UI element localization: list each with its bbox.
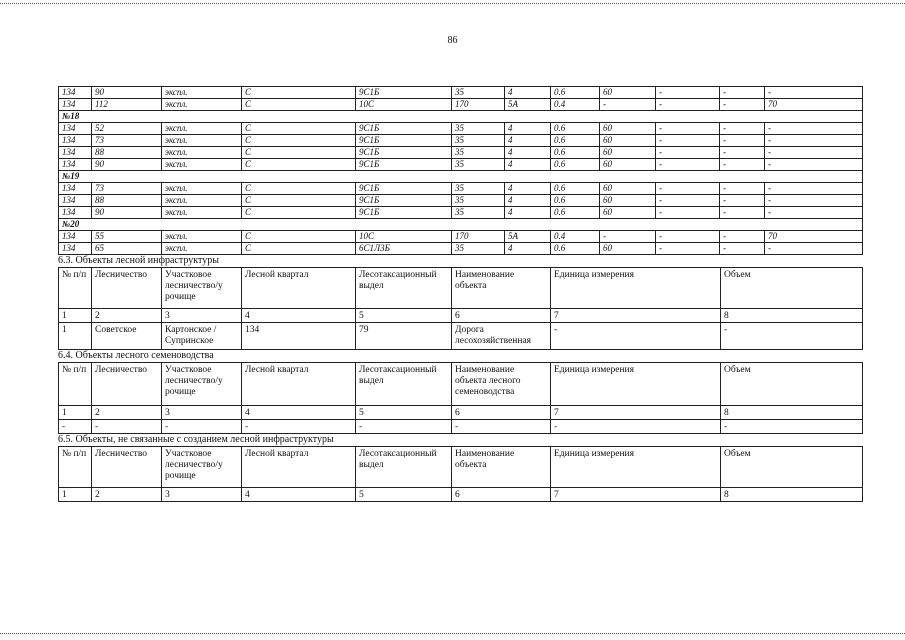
table-cell: С [242, 159, 356, 171]
header-row [59, 447, 863, 488]
table-cell: экспл. [162, 147, 242, 159]
table-cell: 0.4 [551, 99, 600, 111]
table-cell: - [162, 420, 242, 434]
table-cell: - [720, 135, 765, 147]
infrastructure-table [58, 446, 863, 502]
table-cell: - [720, 207, 765, 219]
table-cell: - [656, 123, 720, 135]
table-cell: 60 [600, 243, 656, 255]
table-cell: 0.6 [551, 87, 600, 99]
table-cell: 0.6 [551, 195, 600, 207]
taxation-table-body [59, 87, 863, 255]
column-number-cell: 6 [452, 309, 551, 323]
column-number-cell: 3 [162, 488, 242, 502]
table-cell: 35 [452, 207, 505, 219]
table-cell: 35 [452, 87, 505, 99]
table-cell: - [356, 420, 452, 434]
header-cell: Лесничество [92, 268, 162, 309]
column-number-cell: 7 [551, 488, 721, 502]
table-cell: 35 [452, 135, 505, 147]
table-cell: 10С [356, 99, 452, 111]
table-cell: 0.6 [551, 123, 600, 135]
section-title: 6.4. Объекты лесного семеноводства [58, 350, 214, 361]
table-cell: экспл. [162, 159, 242, 171]
table-cell: 90 [92, 207, 162, 219]
table-cell: - [765, 147, 863, 159]
column-number-cell: 8 [721, 406, 863, 420]
table-cell: 134 [59, 87, 92, 99]
table-cell: 35 [452, 195, 505, 207]
column-number-cell: 4 [242, 406, 356, 420]
header-cell: № п/п [59, 447, 92, 488]
table-cell: экспл. [162, 87, 242, 99]
table-cell: 60 [600, 147, 656, 159]
table-cell: 4 [505, 183, 551, 195]
header-cell: Лесной квартал [242, 363, 356, 406]
table-cell: - [765, 207, 863, 219]
table-cell: - [765, 87, 863, 99]
header-cell: Единица измерения [551, 447, 721, 488]
group-label: №20 [59, 219, 863, 231]
group-label: №19 [59, 171, 863, 183]
table-cell: 35 [452, 159, 505, 171]
group-label: №18 [59, 111, 863, 123]
column-number-cell: 2 [92, 488, 162, 502]
table-cell: - [765, 159, 863, 171]
table-cell: 55 [92, 231, 162, 243]
table-row [59, 99, 863, 111]
page-number: 86 [447, 35, 458, 46]
table-cell: 134 [59, 135, 92, 147]
column-number-cell: 1 [59, 406, 92, 420]
table-cell: 5А [505, 99, 551, 111]
column-number-cell: 2 [92, 309, 162, 323]
table-cell: 79 [356, 323, 452, 350]
table-cell: - [656, 87, 720, 99]
table-cell: 60 [600, 123, 656, 135]
table-cell: 60 [600, 135, 656, 147]
table-cell: 70 [765, 231, 863, 243]
document-body [58, 86, 862, 502]
table-cell: 4 [505, 135, 551, 147]
table-cell: экспл. [162, 99, 242, 111]
table-cell: - [721, 323, 863, 350]
table-cell: экспл. [162, 207, 242, 219]
table-cell: - [721, 420, 863, 434]
section-title: 6.3. Объекты лесной инфраструктуры [58, 255, 219, 266]
table-cell: - [720, 231, 765, 243]
table-cell: 134 [59, 231, 92, 243]
table-row [59, 183, 863, 195]
group-row [59, 111, 863, 123]
table-row [59, 123, 863, 135]
infrastructure-table [58, 267, 863, 350]
table-cell: 35 [452, 123, 505, 135]
table-cell: - [656, 183, 720, 195]
table-cell: 4 [505, 159, 551, 171]
table-cell: - [656, 195, 720, 207]
column-number-cell: 3 [162, 309, 242, 323]
table-cell: 9С1Б [356, 147, 452, 159]
section-title: 6.5. Объекты, не связанные с созданием лесной инфраструктуры [58, 434, 334, 445]
header-cell: Участковое лесничество/у рочище [162, 447, 242, 488]
column-number-cell: 4 [242, 309, 356, 323]
table-cell: С [242, 99, 356, 111]
column-number-cell: 5 [356, 406, 452, 420]
table-cell: - [720, 147, 765, 159]
table-cell: экспл. [162, 243, 242, 255]
column-number-cell: 8 [721, 309, 863, 323]
header-row [59, 363, 863, 406]
table-cell: 9С1Б [356, 183, 452, 195]
header-cell: Лесотаксационный выдел [356, 363, 452, 406]
table-cell: 60 [600, 159, 656, 171]
table-cell: 9С1Б [356, 123, 452, 135]
scan-edge-bottom [0, 633, 905, 634]
table-cell: Картонское / Супринское [162, 323, 242, 350]
column-number-row [59, 488, 863, 502]
header-cell: Лесотаксационный выдел [356, 447, 452, 488]
table-cell: экспл. [162, 123, 242, 135]
table-cell: - [656, 231, 720, 243]
table-cell: С [242, 195, 356, 207]
scan-edge-top [0, 3, 905, 4]
table-cell: 134 [59, 123, 92, 135]
table-cell: С [242, 243, 356, 255]
table-cell: 1 [59, 323, 92, 350]
table-cell: 134 [59, 147, 92, 159]
header-cell: Лесничество [92, 363, 162, 406]
table-cell: 134 [59, 99, 92, 111]
table-cell: - [92, 420, 162, 434]
table-cell: 134 [242, 323, 356, 350]
column-number-cell: 8 [721, 488, 863, 502]
infrastructure-table-body [59, 447, 863, 502]
table-cell: 4 [505, 87, 551, 99]
table-row [59, 159, 863, 171]
table-cell: экспл. [162, 183, 242, 195]
group-row [59, 219, 863, 231]
table-cell: - [551, 323, 721, 350]
table-cell: 60 [600, 183, 656, 195]
table-cell: - [720, 123, 765, 135]
header-cell: Участковое лесничество/у рочище [162, 268, 242, 309]
column-number-cell: 3 [162, 406, 242, 420]
infrastructure-table-body [59, 268, 863, 350]
table-cell: 134 [59, 195, 92, 207]
table-cell: - [656, 159, 720, 171]
table-cell: - [452, 420, 551, 434]
table-cell: 9С1Б [356, 207, 452, 219]
column-number-row [59, 309, 863, 323]
table-cell: - [765, 195, 863, 207]
table-cell: - [720, 159, 765, 171]
table-cell: Советское [92, 323, 162, 350]
table-cell: - [765, 135, 863, 147]
header-cell: Лесничество [92, 447, 162, 488]
table-cell: - [600, 99, 656, 111]
column-number-cell: 1 [59, 309, 92, 323]
table-cell: 70 [765, 99, 863, 111]
table-cell: 170 [452, 231, 505, 243]
table-row [59, 87, 863, 99]
infrastructure-sections [58, 255, 862, 502]
table-cell: 5А [505, 231, 551, 243]
table-cell: 60 [600, 195, 656, 207]
table-cell: 170 [452, 99, 505, 111]
table-row [59, 231, 863, 243]
header-cell: Лесотаксационный выдел [356, 268, 452, 309]
table-cell: 0.6 [551, 183, 600, 195]
table-cell: - [59, 420, 92, 434]
table-row [59, 420, 863, 434]
table-cell: 4 [505, 243, 551, 255]
group-row [59, 171, 863, 183]
table-cell: 35 [452, 243, 505, 255]
column-number-cell: 1 [59, 488, 92, 502]
header-cell: Наименование объекта лесного семеноводства [452, 363, 551, 406]
table-cell: экспл. [162, 231, 242, 243]
table-cell: - [765, 243, 863, 255]
table-cell: 10С [356, 231, 452, 243]
table-cell: - [720, 243, 765, 255]
header-cell: № п/п [59, 363, 92, 406]
table-cell: Дорога лесохозяйственная [452, 323, 551, 350]
table-cell: - [656, 147, 720, 159]
header-cell: Лесной квартал [242, 447, 356, 488]
table-cell: - [720, 195, 765, 207]
column-number-cell: 2 [92, 406, 162, 420]
header-cell: Наименование объекта [452, 268, 551, 309]
table-cell: - [656, 243, 720, 255]
table-cell: С [242, 87, 356, 99]
table-cell: С [242, 123, 356, 135]
table-row [59, 323, 863, 350]
table-cell: 6С1Л3Б [356, 243, 452, 255]
column-number-row [59, 406, 863, 420]
column-number-cell: 5 [356, 488, 452, 502]
column-number-cell: 7 [551, 309, 721, 323]
table-cell: 35 [452, 183, 505, 195]
table-cell: 88 [92, 147, 162, 159]
column-number-cell: 7 [551, 406, 721, 420]
table-cell: 4 [505, 207, 551, 219]
table-row [59, 147, 863, 159]
table-cell: 134 [59, 159, 92, 171]
table-cell: 4 [505, 147, 551, 159]
header-cell: Участковое лесничество/у рочище [162, 363, 242, 406]
table-cell: 65 [92, 243, 162, 255]
table-cell: - [765, 183, 863, 195]
table-cell: 0.6 [551, 243, 600, 255]
table-cell: 0.6 [551, 135, 600, 147]
table-cell: экспл. [162, 135, 242, 147]
table-cell: 0.6 [551, 147, 600, 159]
table-row [59, 195, 863, 207]
header-row [59, 268, 863, 309]
table-cell: - [720, 99, 765, 111]
table-cell: - [242, 420, 356, 434]
table-cell: 112 [92, 99, 162, 111]
table-cell: - [600, 231, 656, 243]
table-cell: 0.4 [551, 231, 600, 243]
table-cell: С [242, 135, 356, 147]
table-cell: 9С1Б [356, 159, 452, 171]
table-row [59, 135, 863, 147]
table-cell: 90 [92, 87, 162, 99]
table-cell: 73 [92, 183, 162, 195]
table-cell: экспл. [162, 195, 242, 207]
column-number-cell: 6 [452, 488, 551, 502]
table-cell: - [720, 87, 765, 99]
table-cell: 73 [92, 135, 162, 147]
table-cell: 9С1Б [356, 195, 452, 207]
header-cell: № п/п [59, 268, 92, 309]
table-cell: С [242, 147, 356, 159]
header-cell: Наименование объекта [452, 447, 551, 488]
header-cell: Единица измерения [551, 268, 721, 309]
table-cell: С [242, 183, 356, 195]
header-cell: Единица измерения [551, 363, 721, 406]
column-number-cell: 6 [452, 406, 551, 420]
header-cell: Объем [721, 447, 863, 488]
table-cell: 88 [92, 195, 162, 207]
table-row [59, 207, 863, 219]
column-number-cell: 5 [356, 309, 452, 323]
table-cell: - [551, 420, 721, 434]
table-cell: - [656, 207, 720, 219]
table-cell: 134 [59, 207, 92, 219]
table-cell: 0.6 [551, 159, 600, 171]
table-cell: 60 [600, 207, 656, 219]
infrastructure-table-body [59, 363, 863, 434]
table-cell: - [720, 183, 765, 195]
table-cell: 4 [505, 123, 551, 135]
table-cell: 4 [505, 195, 551, 207]
table-cell: 52 [92, 123, 162, 135]
table-cell: 90 [92, 159, 162, 171]
taxation-table [58, 86, 863, 255]
table-cell: 60 [600, 87, 656, 99]
header-cell: Объем [721, 363, 863, 406]
header-cell: Объем [721, 268, 863, 309]
table-cell: 134 [59, 243, 92, 255]
table-cell: 35 [452, 147, 505, 159]
table-cell: С [242, 231, 356, 243]
header-cell: Лесной квартал [242, 268, 356, 309]
infrastructure-table [58, 362, 863, 434]
table-cell: 134 [59, 183, 92, 195]
table-cell: 9С1Б [356, 87, 452, 99]
table-cell: 0.6 [551, 207, 600, 219]
table-cell: - [656, 135, 720, 147]
table-row [59, 243, 863, 255]
table-cell: С [242, 207, 356, 219]
table-cell: - [765, 123, 863, 135]
table-cell: 9С1Б [356, 135, 452, 147]
column-number-cell: 4 [242, 488, 356, 502]
table-cell: - [656, 99, 720, 111]
